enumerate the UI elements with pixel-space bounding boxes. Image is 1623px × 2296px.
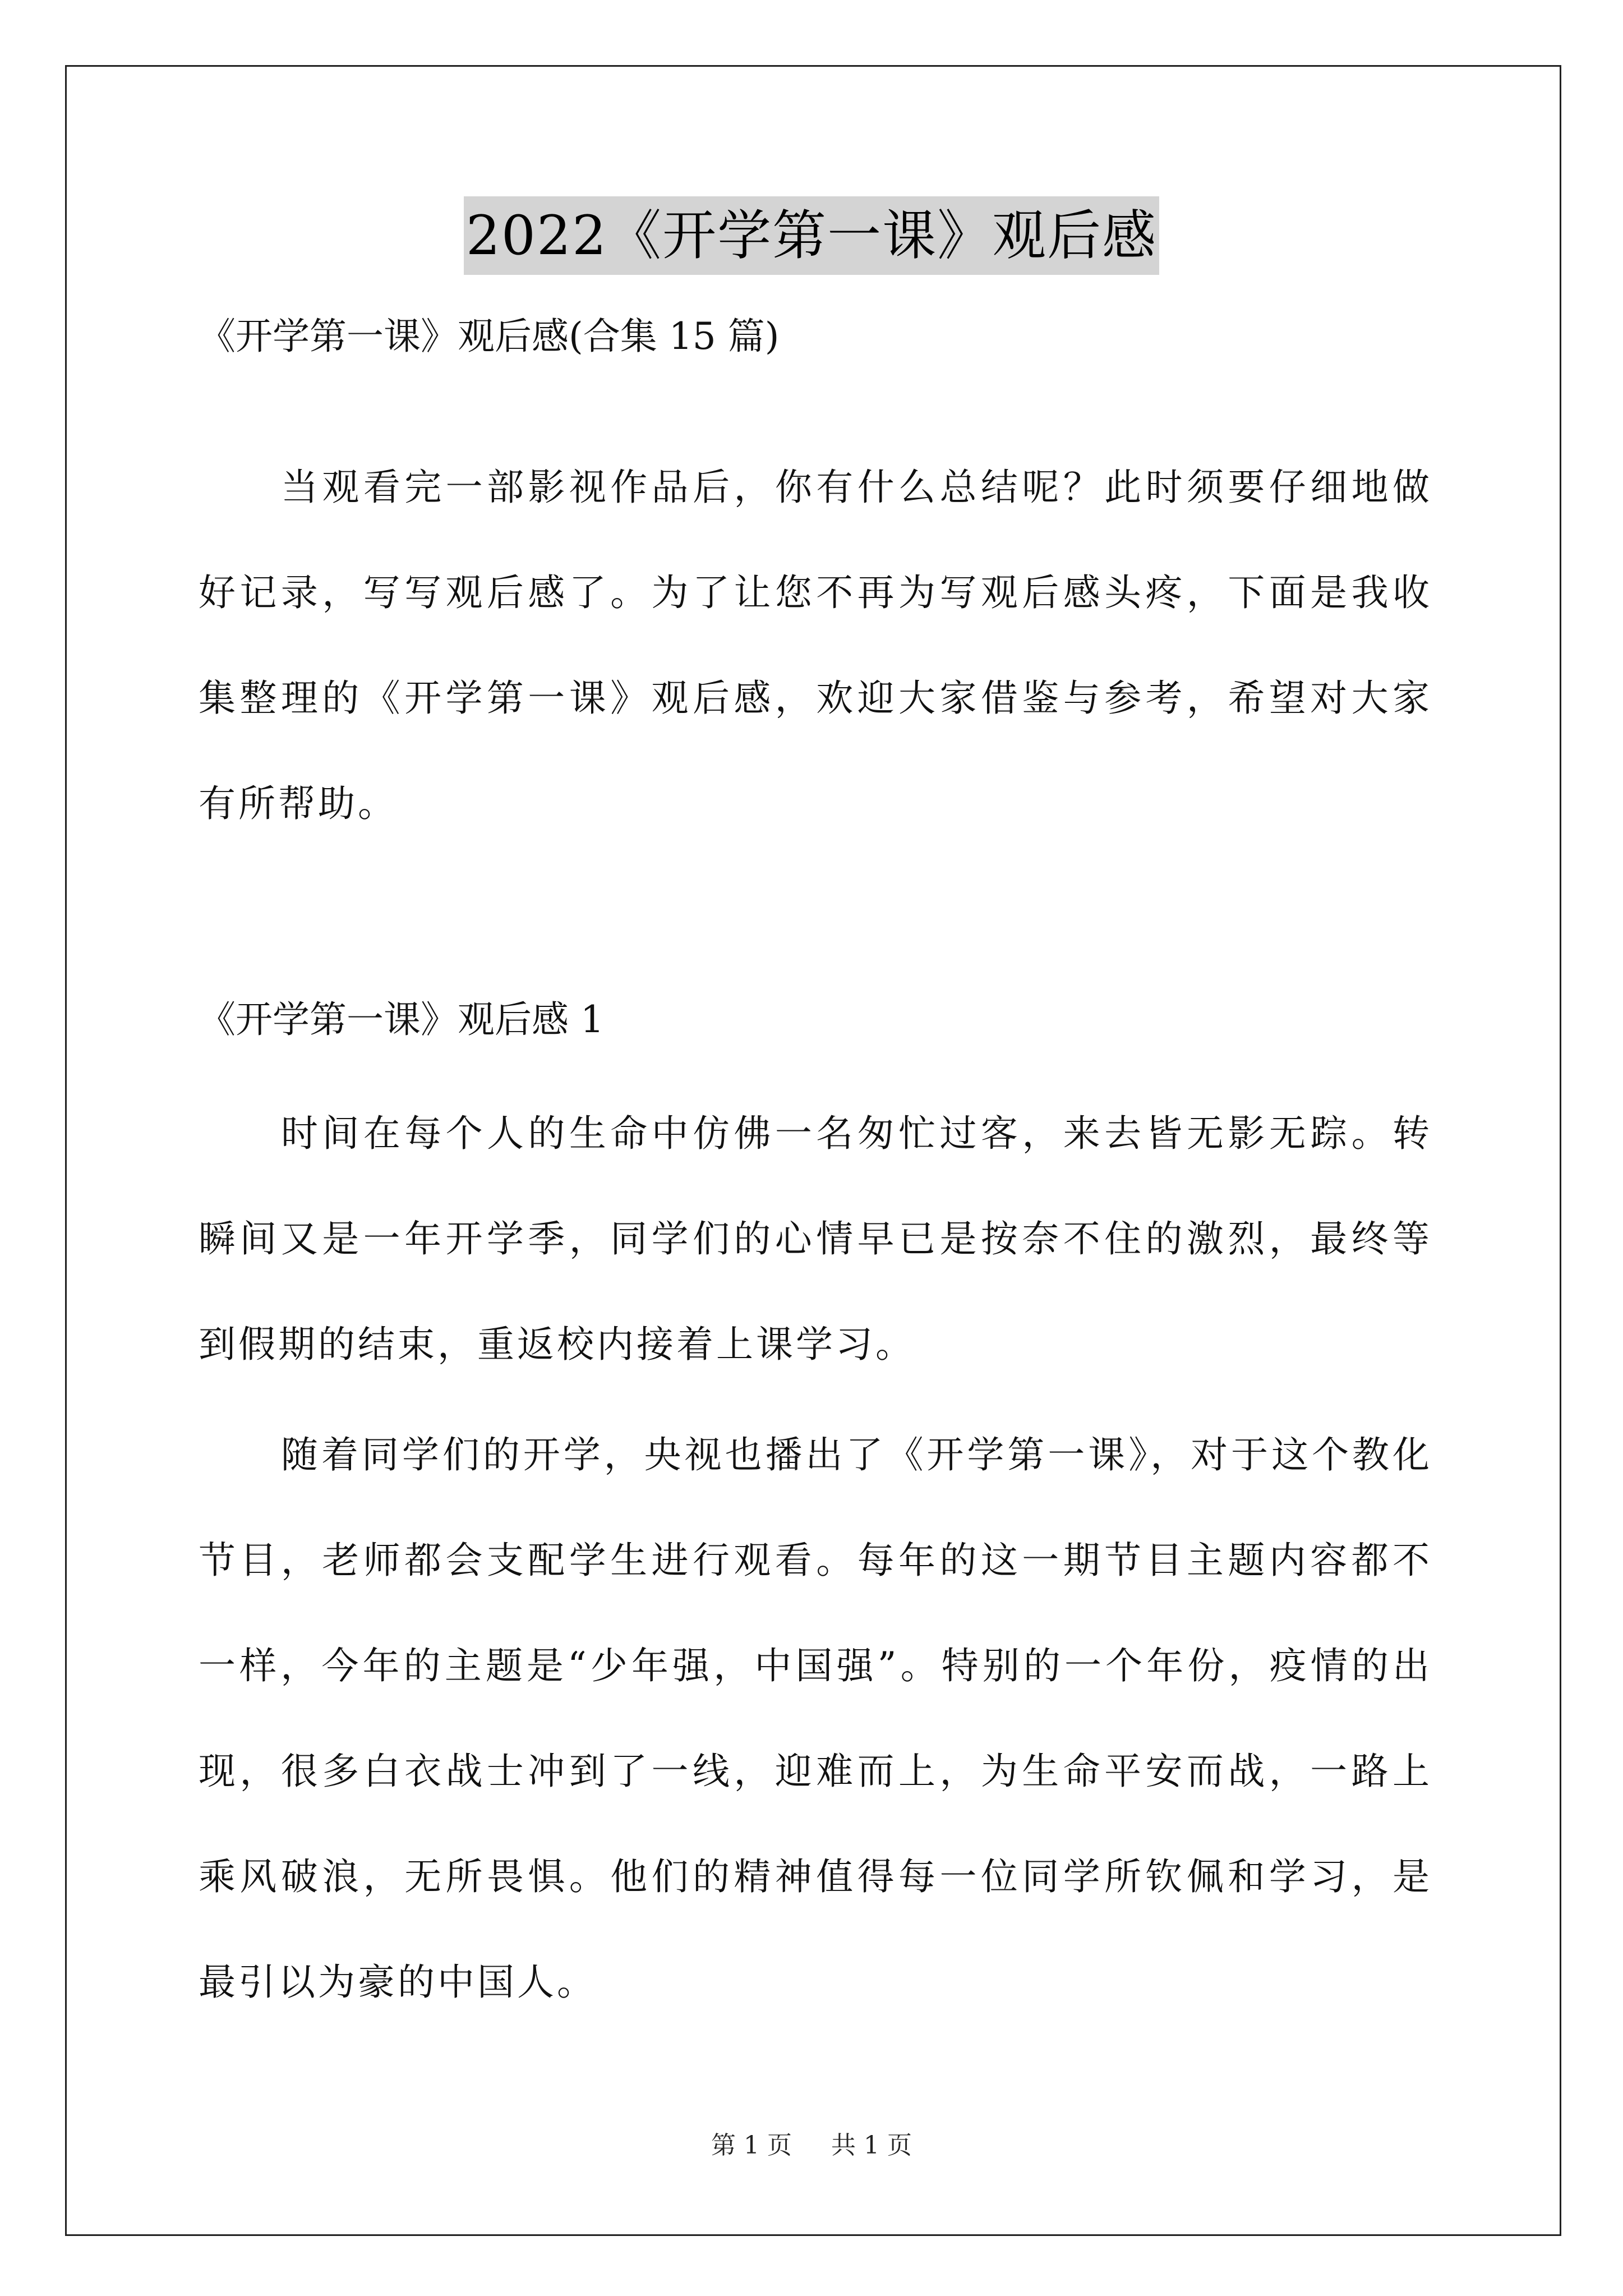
document-title: 2022《开学第一课》观后感 [464, 196, 1159, 275]
page-footer [0, 2129, 1623, 2162]
page-total: 共 1 页 [831, 2131, 912, 2160]
intro-paragraph: 当观看完一部影视作品后，你有什么总结呢？此时须要仔细地做好记录，写写观后感了。为了让您不再为写观后感头疼，下面是我收集整理的《开学第一课》观后感，欢迎大家借鉴与参考，希望对大家有所帮助。 [199, 466, 1432, 825]
body-paragraph-1: 时间在每个人的生命中仿佛一名匆忙过客，来去皆无影无踪。转瞬间又是一年开学季，同学们的心情早已是按奈不住的激烈，最终等到假期的结束，重返校内接着上课学习。 [199, 1112, 1432, 1366]
document-subtitle: 《开学第一课》观后感(合集 15 篇) [199, 315, 780, 358]
section-heading: 《开学第一课》观后感 1 [199, 998, 604, 1041]
page-number: 第 1 页 [711, 2131, 792, 2160]
title-container [0, 196, 1623, 275]
body-paragraph-2: 随着同学们的开学，央视也播出了《开学第一课》，对于这个教化节目，老师都会支配学生进行观看。每年的这一期节目主题内容都不一样，今年的主题是“少年强，中国强”。特别的一个年份，疫情的出现，很多白衣战士冲到了一线，迎难而上，为生命平安而战，一路上乘风破浪，无所畏惧。他们的精神值得每一位同学所钦佩和学习，是最引以为豪的中国人。 [199, 1433, 1432, 2004]
